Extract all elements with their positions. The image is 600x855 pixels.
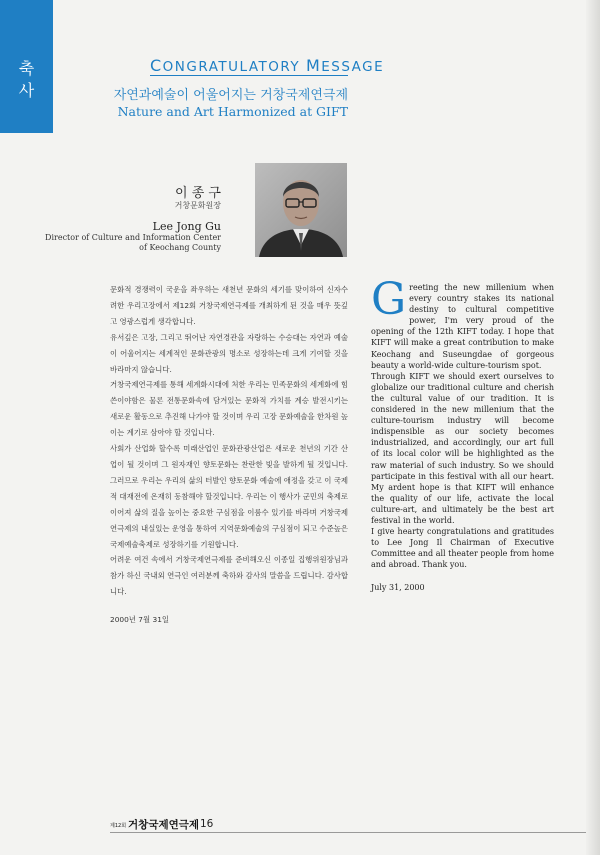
author-portrait (255, 163, 347, 257)
section-title-initial: M (305, 56, 322, 75)
logo-text: 거창국제연극제 (128, 819, 200, 831)
english-message-column (371, 274, 554, 594)
drop-cap: G (371, 274, 407, 325)
section-tab (0, 0, 53, 133)
korean-paragraph: 유서깊은 고장, 그리고 뛰어난 자연경관을 자랑하는 수승대는 자연과 예술이 어울어지는 세계적인 문화관광의 명소로 성장하는데 크게 기여할 것을 바라마지 않습니다. (110, 332, 348, 374)
korean-paragraph: 문화적 경쟁력이 국운을 좌우하는 새천년 문화의 세기를 맞이하여 신자수려한 우리고장에서 제12회 거창국제연극제를 개최하게 된 것을 매우 뜻깊고 영광스럽게 생각합니다. (110, 285, 348, 326)
logo-edition: 제12회 (110, 822, 127, 829)
korean-paragraph: 거창국제연극제를 통해 세계화시대에 처한 우리는 민족문화의 세계화에 힘쓴이야함은 물론 전통문화속에 담겨있는 문화적 가치를 계승 발전시키는 새로운 활동으로 추진해 나가야 할 것이며 우리 고장 문화예술을 한차원 높이는 계기로 삼아야 할 것입니다. (110, 380, 348, 438)
author-role-line: Director of Culture and Information Center (45, 233, 221, 242)
english-paragraph (371, 274, 554, 371)
author-role-line: of Keochang County (139, 242, 221, 252)
article-title-english: Nature and Art Harmonized at GIFT (117, 104, 348, 119)
festival-logo (110, 817, 199, 832)
author-name-english: Lee Jong Gu (152, 220, 221, 233)
section-title-initial: C (150, 56, 163, 75)
korean-message-column (110, 282, 348, 628)
korean-date: 2000년 7월 31일 (110, 615, 170, 625)
article-title-korean: 자연과예술이 어울어지는 거창국제연극제 (113, 88, 348, 103)
section-title-part: ESSAGE (321, 59, 385, 75)
section-tab-char: 축 (18, 59, 35, 78)
english-paragraph-text: reeting the new millenium when every country stakes its national destiny to cultural competitive power, I'm very proud of the opening of the 12th KIFT today. I hope that KIFT will make a great contribution to make Keochang and Suseungdae of gorgeous beauty a world-wide culture-tourism spot. (371, 283, 554, 370)
korean-paragraph: 사회가 산업화 할수록 미래산업인 문화관광산업은 새로운 천년의 기간 산업이 될 것이며 그 원자재인 향토문화는 찬란한 빛을 발하게 될 것입니다. 그러므로 우리는 우리의 삶의 터발인 향토문화 예술에 애정을 갖고 이 국제적 대재전에 온재히 동참해야 할것입니다. 우리는 이 행사가 군민의 축제로 이어져 삶의 질을 높이는 중요한 구심점을 이룸수 있기를 바라며 거창국제연극제의 내실있는 운영을 통하여 지역문화예술의 구심점이 되고 수준높은 국제예술축제로 성장하기를 기원합니다. (110, 444, 348, 549)
footer-divider (110, 832, 600, 833)
english-paragraph: Through KIFT we should exert ourselves to globalize our traditional culture and cherish the cultural value of our tradition. It is considered in the new millenium that the culture-tourism industry will become indispensible as our society becomes industrialized, and accordingly, our art full of its local color will be highlighted as the raw material of such industry. So we should participate in this festival with all our heart. My ardent hope is that KIFT will enhance the quality of our life, activate the local culture-art, and ultimately be the best art festival in the world. (371, 371, 554, 525)
section-tab-char: 사 (18, 81, 35, 100)
section-title (150, 56, 384, 75)
page-gutter-shadow (586, 0, 600, 855)
author-name-korean: 이 종 구 (175, 186, 221, 201)
author-role-english (45, 233, 221, 252)
english-date: July 31, 2000 (371, 583, 425, 593)
page-number: 16 (200, 818, 214, 830)
author-role-korean: 거창문화원장 (174, 201, 221, 210)
title-divider (150, 75, 348, 76)
section-title-part: ONGRATULATORY (162, 59, 306, 75)
korean-paragraph: 어려운 여건 속에서 거창국제연극제를 준비해오신 이종일 집행위원장님과 참가 하신 국내외 연극인 여러분께 축하와 감사의 말씀을 드립니다. 감사합니다. (110, 555, 348, 597)
english-paragraph: I give hearty congratulations and gratitudes to Lee Jong Il Chairman of Executive Committee and all theater people from home and abroad. Thank you. (371, 527, 554, 570)
